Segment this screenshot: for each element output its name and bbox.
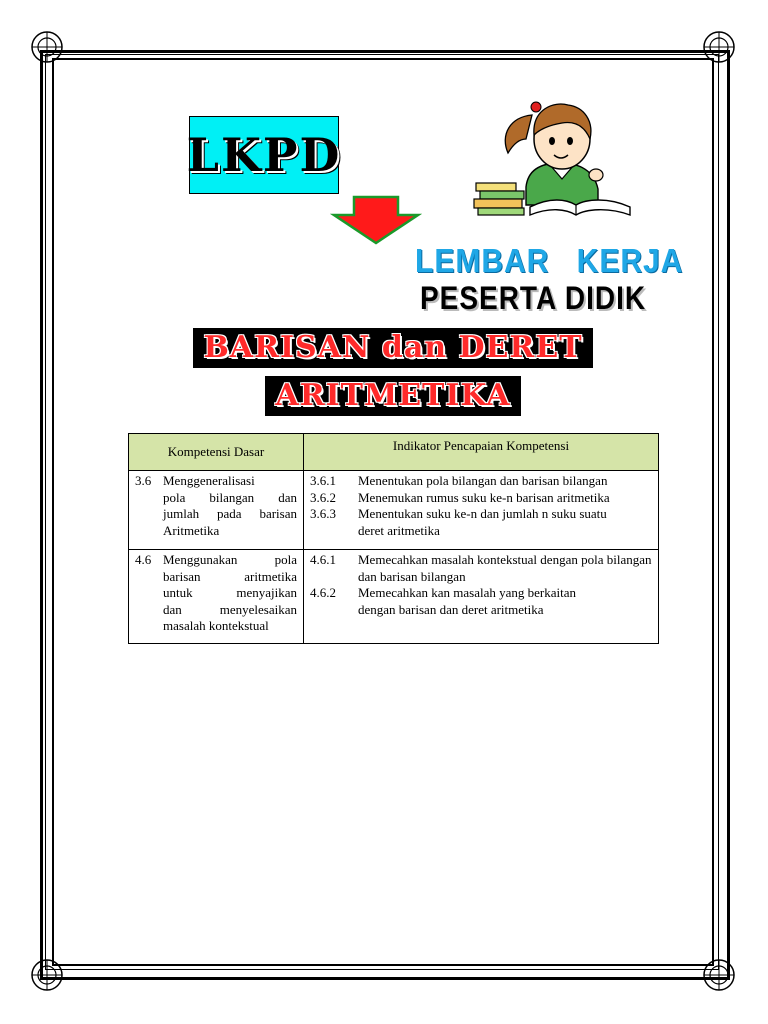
kd-number: 4.6 [135, 552, 152, 567]
list-item: 3.6.1 Menentukan pola bilangan dan barisan bilangan [310, 473, 608, 488]
kd-line: jumlah pada barisan [163, 506, 297, 521]
kd-line: pola bilangan dan [163, 489, 297, 505]
down-arrow-icon [330, 195, 422, 247]
header-kompetensi-dasar: Kompetensi Dasar [129, 434, 304, 471]
kd-line: masalah kontekstual [163, 618, 269, 633]
lkpd-badge-text: LKPD [186, 128, 342, 182]
title-banner-line1 [193, 328, 593, 368]
kd-line: untuk menyajikan [163, 585, 297, 600]
lkpd-badge [186, 116, 342, 194]
corner-ornament-bottom-left [30, 958, 64, 992]
kd-number: 3.6 [135, 473, 152, 488]
kd-line: barisan aritmetika [163, 568, 297, 584]
table-row [129, 550, 659, 644]
table-row [129, 471, 659, 550]
corner-ornament-top-left [30, 30, 64, 64]
indicator-cell [304, 550, 659, 644]
subtitle-peserta-didik: PESERTA DIDIK [420, 280, 647, 316]
competency-table [128, 433, 659, 644]
list-item: 4.6.2 Memecahkan kan masalah yang berkaitan dengan barisan dan deret aritmetika [310, 585, 577, 617]
kd-cell [129, 550, 304, 644]
list-item: 4.6.1 Memecahkan masalah kontekstual dengan pola bilangan dan barisan bilangan [310, 552, 652, 584]
kd-line: Aritmetika [163, 522, 220, 538]
corner-ornament-top-right [702, 30, 736, 64]
kd-cell [129, 471, 304, 550]
list-item: 3.6.3 Menentukan suku ke-n dan jumlah n suku suatu deret aritmetika [310, 506, 607, 538]
kd-line: dan menyelesaikan [163, 601, 297, 617]
corner-ornament-bottom-right [702, 958, 736, 992]
subtitle-lembar-kerja: LEMBAR KERJA [415, 243, 684, 280]
indicator-cell [304, 471, 659, 550]
title-line1: BARISAN dan DERET [203, 330, 583, 365]
kd-line: Menggunakan pola [163, 552, 297, 567]
list-item: 3.6.2 Menemukan rumus suku ke-n barisan aritmetika [310, 489, 610, 505]
header-indikator: Indikator Pencapaian Kompetensi [304, 434, 659, 471]
title-banner-line2 [265, 376, 521, 416]
kd-line: Menggeneralisasi [163, 473, 255, 488]
table-header-row [129, 434, 659, 471]
title-line2: ARITMETIKA [275, 378, 511, 413]
girl-reading-illustration [470, 95, 640, 220]
